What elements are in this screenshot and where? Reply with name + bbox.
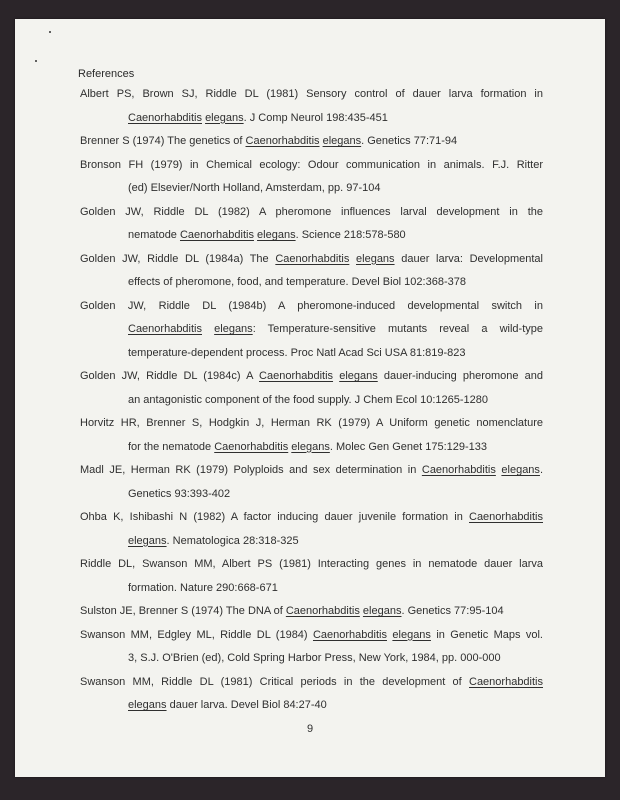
reference-text: dauer-inducing pheromone and xyxy=(377,370,543,382)
species-name: Caenorhabditis xyxy=(259,370,334,382)
reference-line xyxy=(128,224,543,248)
species-name: Caenorhabditis xyxy=(469,675,543,688)
species-name: elegans xyxy=(291,440,330,453)
reference-list xyxy=(80,83,543,718)
reference-entry xyxy=(80,553,543,600)
document-page xyxy=(15,19,605,777)
reference-line xyxy=(128,177,543,201)
reference-text: Golden JW, Riddle DL (1984b) A pheromone-induced developmental switch in xyxy=(80,299,543,312)
species-name: elegans xyxy=(501,464,540,476)
reference-entry xyxy=(80,201,543,248)
reference-text: temperature-dependent process. Proc Natl Acad Sci USA 81:819-823 xyxy=(128,346,466,359)
species-name: Caenorhabditis xyxy=(312,628,387,641)
reference-entry xyxy=(80,412,543,459)
species-name: elegans xyxy=(392,628,431,641)
reference-text: 3, S.J. O'Brien (ed), Cold Spring Harbor Press, New York, 1984, pp. 000-000 xyxy=(128,652,501,664)
species-name: elegans xyxy=(356,252,395,265)
reference-text: . Nematologica 28:318-325 xyxy=(166,534,299,547)
reference-text xyxy=(349,253,356,265)
species-name: Caenorhabditis xyxy=(179,229,254,241)
reference-text: . Science 218:578-580 xyxy=(295,229,406,241)
reference-line xyxy=(80,83,543,107)
reference-text: Brenner S (1974) The genetics of xyxy=(80,135,246,147)
species-name: elegans xyxy=(362,605,402,617)
page-number: 9 xyxy=(306,723,314,735)
reference-entry xyxy=(80,624,543,671)
reference-line xyxy=(80,295,543,319)
reference-entry xyxy=(80,295,543,366)
reference-text: : Temperature-sensitive mutants reveal a wild-type xyxy=(252,323,543,335)
reference-text: dauer larva: Developmental xyxy=(394,252,543,265)
reference-text: nematode xyxy=(128,229,180,241)
paper-speck xyxy=(49,31,51,33)
reference-text: Bronson FH (1979) in Chemical ecology: Odour communication in animals. F.J. Ritter xyxy=(80,158,543,171)
reference-entry xyxy=(80,130,543,154)
reference-text: . Genetics 77:95-104 xyxy=(401,605,504,617)
species-name: Caenorhabditis xyxy=(421,464,496,476)
reference-line xyxy=(80,600,543,624)
reference-line xyxy=(128,483,543,507)
reference-text: Golden JW, Riddle DL (1984c) A xyxy=(80,370,260,382)
reference-text: Madl JE, Herman RK (1979) Polyploids and sex determination in xyxy=(80,464,422,476)
reference-text: . Molec Gen Genet 175:129-133 xyxy=(329,440,488,453)
reference-line xyxy=(80,248,543,272)
reference-line xyxy=(80,130,543,154)
reference-text: Swanson MM, Riddle DL (1981) Critical periods in the development of xyxy=(80,675,469,688)
reference-line xyxy=(128,436,543,460)
reference-text: effects of pheromone, food, and temperature. Devel Biol 102:368-378 xyxy=(128,276,466,288)
reference-entry xyxy=(80,506,543,553)
species-name: Caenorhabditis xyxy=(128,111,202,124)
species-name: elegans xyxy=(257,229,296,241)
reference-text: Riddle DL, Swanson MM, Albert PS (1981) Interacting genes in nematode dauer larva xyxy=(80,558,543,570)
reference-line xyxy=(128,389,543,413)
species-name: elegans xyxy=(205,111,244,124)
paper-speck xyxy=(35,60,37,62)
species-name: Caenorhabditis xyxy=(245,135,320,147)
species-name: Caenorhabditis xyxy=(275,252,350,265)
species-name: Caenorhabditis xyxy=(214,440,289,453)
reference-line xyxy=(80,201,543,225)
reference-text: (ed) Elsevier/North Holland, Amsterdam, pp. 97-104 xyxy=(128,182,381,194)
species-name: Caenorhabditis xyxy=(128,323,202,335)
reference-line xyxy=(128,271,543,295)
reference-line xyxy=(80,365,543,389)
reference-text: an antagonistic component of the food supply. J Chem Ecol 10:1265-1280 xyxy=(128,393,488,406)
reference-line xyxy=(128,577,543,601)
reference-text: . xyxy=(539,464,543,476)
reference-line xyxy=(128,318,543,342)
reference-entry xyxy=(80,600,543,624)
reference-text: Albert PS, Brown SJ, Riddle DL (1981) Sensory control of dauer larva formation in xyxy=(80,88,543,100)
reference-line xyxy=(80,624,543,648)
reference-text: for the nematode xyxy=(128,440,215,453)
reference-entry xyxy=(80,671,543,718)
reference-text: Ohba K, Ishibashi N (1982) A factor inducing dauer juvenile formation in xyxy=(80,511,469,523)
species-name: elegans xyxy=(322,135,362,147)
reference-line xyxy=(128,694,543,718)
reference-line xyxy=(80,459,543,483)
reference-line xyxy=(80,506,543,530)
reference-entry xyxy=(80,459,543,506)
reference-entry xyxy=(80,248,543,295)
reference-line xyxy=(128,530,543,554)
reference-text: Horvitz HR, Brenner S, Hodgkin J, Herman RK (1979) A Uniform genetic nomenclature xyxy=(80,417,543,429)
species-name: elegans xyxy=(128,534,167,547)
reference-line xyxy=(80,553,543,577)
species-name: elegans xyxy=(214,323,253,335)
reference-line xyxy=(128,107,543,131)
reference-line xyxy=(80,154,543,178)
species-name: Caenorhabditis xyxy=(285,605,360,617)
reference-text: Genetics 93:393-402 xyxy=(128,487,231,500)
species-name: Caenorhabditis xyxy=(469,511,543,523)
reference-text: Golden JW, Riddle DL (1984a) The xyxy=(80,252,276,265)
reference-text: dauer larva. Devel Biol 84:27-40 xyxy=(166,699,327,711)
reference-text: Sulston JE, Brenner S (1974) The DNA of xyxy=(80,605,286,617)
species-name: elegans xyxy=(339,370,378,382)
reference-text xyxy=(202,323,214,335)
reference-line xyxy=(80,412,543,436)
reference-entry xyxy=(80,154,543,201)
reference-text: in Genetic Maps vol. xyxy=(430,628,543,641)
reference-text: Swanson MM, Edgley ML, Riddle DL (1984) xyxy=(80,628,313,641)
species-name: elegans xyxy=(128,699,167,711)
reference-line xyxy=(128,647,543,671)
reference-text: . Genetics 77:71-94 xyxy=(361,135,458,147)
references-heading: References xyxy=(78,68,135,80)
reference-line xyxy=(80,671,543,695)
reference-text: formation. Nature 290:668-671 xyxy=(128,581,278,594)
reference-text: Golden JW, Riddle DL (1982) A pheromone influences larval development in the xyxy=(80,205,543,218)
reference-entry xyxy=(80,365,543,412)
reference-entry xyxy=(80,83,543,130)
reference-line xyxy=(128,342,543,366)
reference-text: . J Comp Neurol 198:435-451 xyxy=(243,111,388,124)
